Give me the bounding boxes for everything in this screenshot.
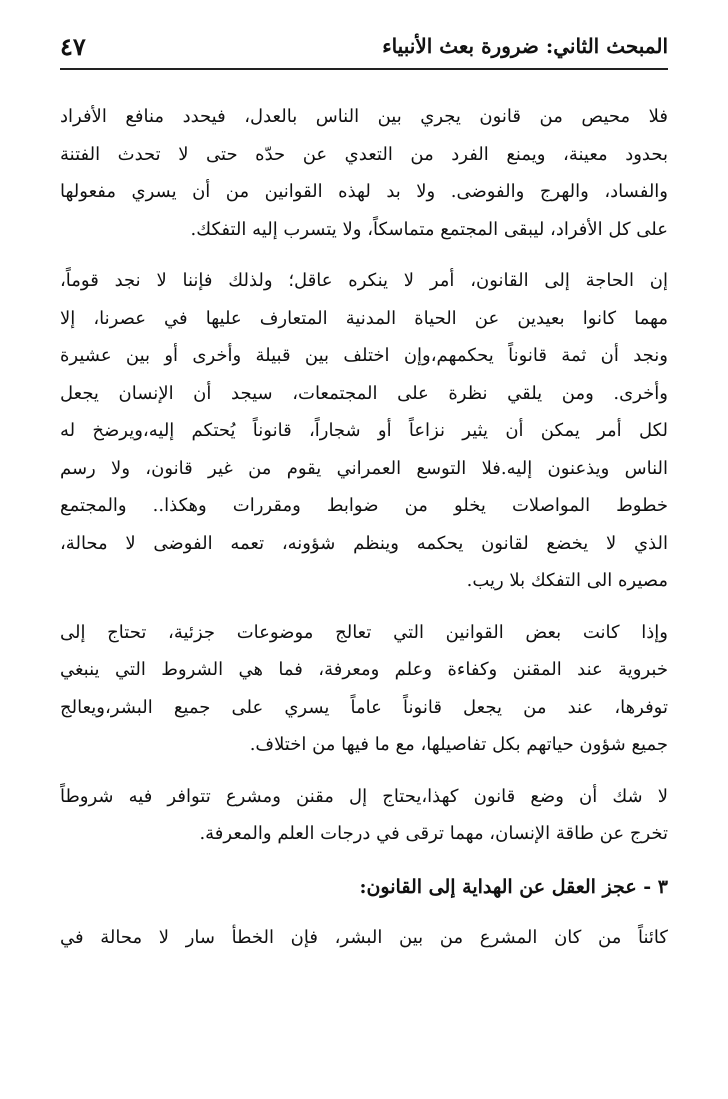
section-heading: ٣ - عجز العقل عن الهداية إلى القانون: (359, 875, 668, 898)
text-line: لا شك أن وضع قانون كهذا،يحتاج إل مقنن ومشرع تتوافر فيه شروطاً (60, 785, 668, 807)
text-line: مهما كانوا بعيدين عن الحياة المدنية المتعارف عليها في عصرنا، إلا (60, 307, 668, 329)
text-line: كائناً من كان المشرع من بين البشر، فإن الخطأ سار لا محالة في (60, 926, 668, 948)
text-line: توفرها، عند من يجعل قانوناً عاماً يسري على جميع البشر،ويعالج (60, 696, 668, 718)
text-line: وأخرى. ومن يلقي نظرة على المجتمعات، سيجد أن الإنسان يجعل (60, 382, 668, 404)
paragraph-3 (60, 614, 668, 764)
text-line: ونجد أن ثمة قانوناً يحكمهم،وإن اختلف بين قبيلة وأخرى أو بين عشيرة (60, 345, 668, 366)
paragraph-4 (60, 778, 668, 853)
paragraph-2 (60, 262, 668, 600)
page-number: ٤٧ (60, 32, 86, 61)
text-line: فلا محيص من قانون يجري بين الناس بالعدل، فيحدد منافع الأفراد (60, 106, 668, 127)
running-header (60, 30, 668, 78)
text-line: والفساد، والهرج والفوضى. ولا بد لهذه القوانين من أن يسري مفعولها (60, 181, 668, 202)
header-rule (60, 68, 668, 70)
text-line: لكل أمر يمكن أن يثير نزاعاً أو شجاراً، قانوناً يُحتكم إليه،ويرضخ له (60, 420, 668, 441)
text-line: خبروية عند المقنن وكفاءة وعلم ومعرفة، فما هي الشروط التي ينبغي (60, 659, 668, 680)
text-line: تخرج عن طاقة الإنسان، مهما ترقى في درجات العلم والمعرفة. (199, 823, 668, 844)
text-line: بحدود معينة، ويمنع الفرد من التعدي عن حدّه حتى لا تحدث الفتنة (60, 143, 668, 165)
header-title: المبحث الثاني: ضرورة بعث الأنبياء (382, 34, 668, 58)
body-text (60, 98, 668, 970)
text-line: جميع شؤون حياتهم بكل تفاصيلها، مع ما فيها من اختلاف. (249, 734, 668, 755)
text-line: مصيره الى التفكك بلا ريب. (466, 570, 668, 591)
text-line: خطوط المواصلات يخلو من ضوابط ومقررات وهكذا.. والمجتمع (60, 495, 668, 516)
closing-paragraph (60, 919, 668, 957)
text-line: إن الحاجة إلى القانون، أمر لا ينكره عاقل؛ ولذلك فإننا لا نجد قوماً، (60, 270, 668, 291)
text-line: الذي لا يخضع لقانون يحكمه وينظم شؤونه، تعمه الفوضى لا محالة، (60, 532, 668, 554)
paragraph-1 (60, 98, 668, 248)
text-line: الناس ويذعنون إليه.فلا التوسع العمراني يقوم من غير قانون، ولا رسم (60, 457, 668, 479)
text-line: على كل الأفراد، ليبقى المجتمع متماسكاً، ولا يتسرب إليه التفكك. (190, 218, 668, 240)
text-line: وإذا كانت بعض القوانين التي تعالج موضوعات جزئية، تحتاج إلى (60, 621, 668, 643)
